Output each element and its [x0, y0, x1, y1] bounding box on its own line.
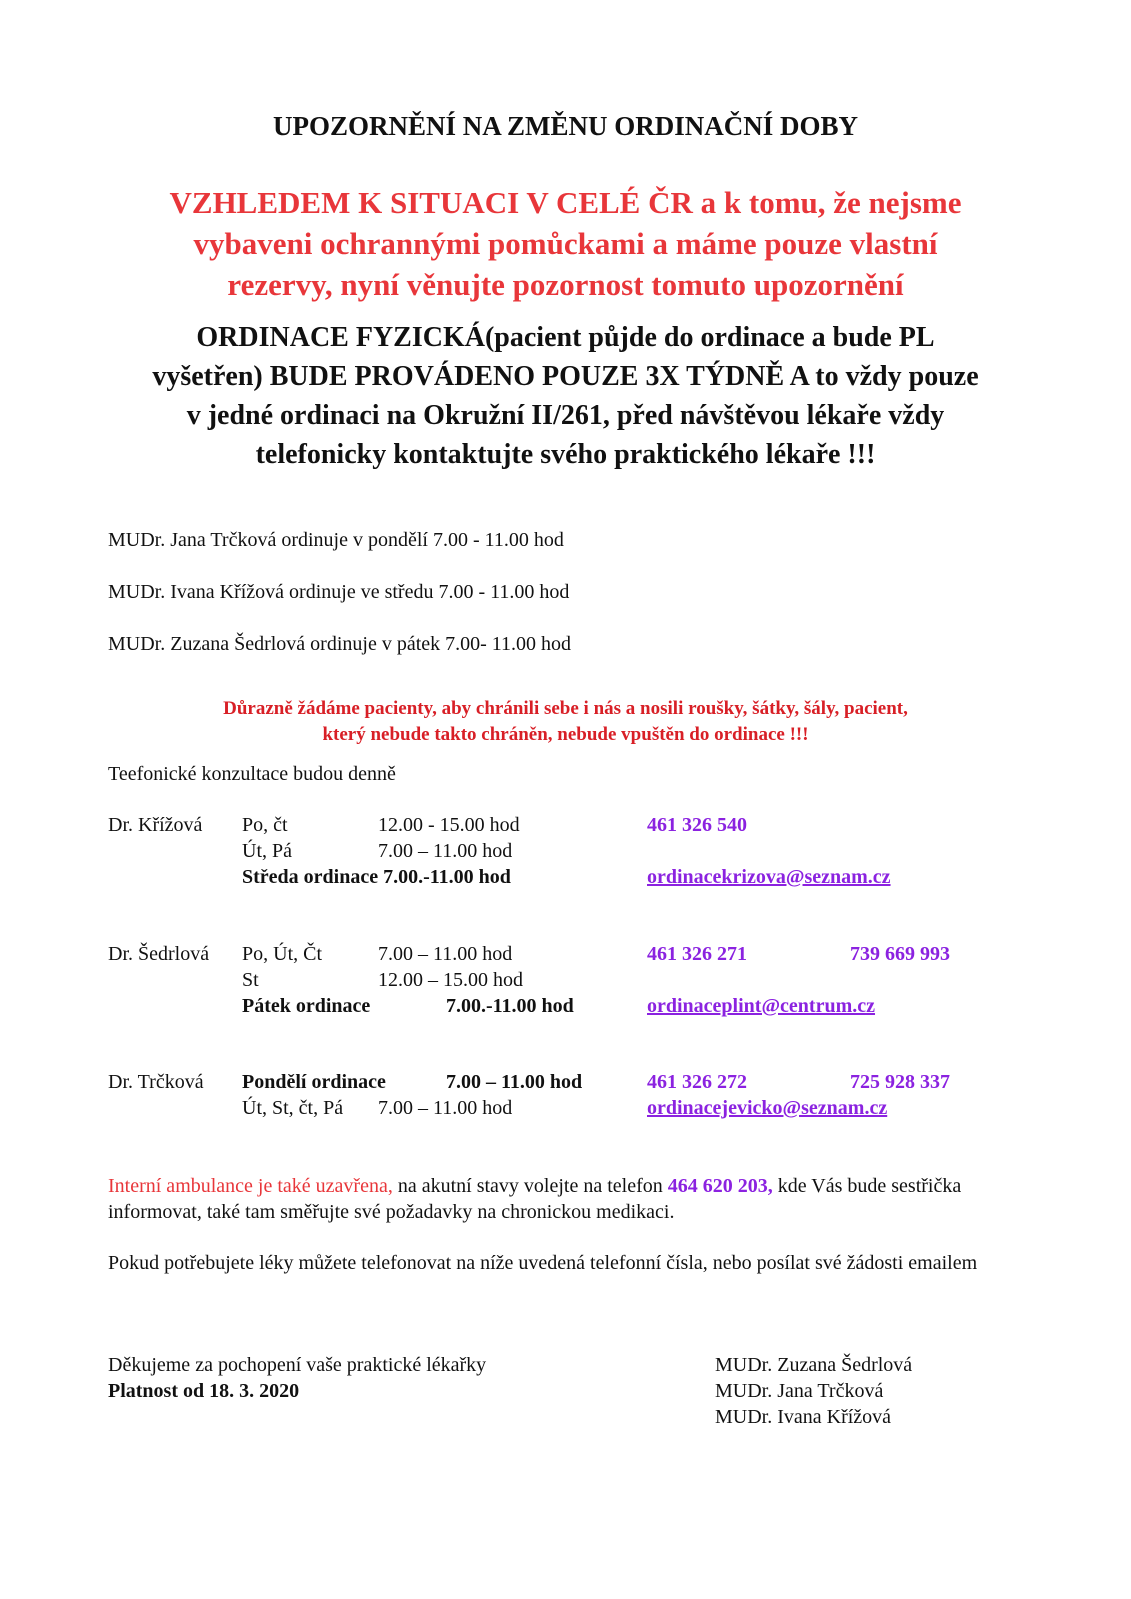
sedrlova-days-1: Po, Út, Čt — [242, 943, 323, 965]
krizova-days-1: Po, čt — [242, 814, 288, 836]
sedrlova-email-link[interactable]: ordinaceplint@centrum.cz — [647, 995, 876, 1017]
doctor-hours-trckova: MUDr. Jana Trčková ordinuje v pondělí 7.00 - 11.00 hod — [108, 529, 564, 551]
signature-sedrlova: MUDr. Zuzana Šedrlová — [715, 1354, 913, 1376]
sedrlova-office-time: 7.00.-11.00 hod — [446, 995, 574, 1017]
main-notice-line: v jedné ordinaci na Okružní II/261, před návštěvou lékaře vždy — [186, 400, 945, 431]
krizova-time-2: 7.00 – 11.00 hod — [378, 840, 513, 862]
red-notice-line: rezervy, nyní věnujte pozornost tomuto upozornění — [227, 267, 904, 302]
trckova-phone-1[interactable]: 461 326 272 — [647, 1071, 747, 1093]
red-notice-line: vybaveni ochrannými pomůckami a máme pouze vlastní — [193, 226, 938, 261]
sedrlova-office-label: Pátek ordinace — [242, 995, 371, 1017]
thanks-text: Děkujeme za pochopení vaše praktické lékařky — [108, 1354, 487, 1376]
krizova-email-link[interactable]: ordinacekrizova@seznam.cz — [647, 866, 891, 888]
internal-phone[interactable]: 464 620 203, — [667, 1175, 773, 1197]
internal-text-2: kde Vás bude sestřička informovat, také tam směřujte své požadavky na chronickou medikaci. — [108, 1175, 962, 1223]
trckova-days-2: Út, St, čt, Pá — [242, 1097, 344, 1119]
doctor-hours-krizova: MUDr. Ivana Křížová ordinuje ve středu 7.00 - 11.00 hod — [108, 581, 570, 603]
internal-ambulance-notice — [108, 1173, 1028, 1225]
main-notice-line: telefonicky kontaktujte svého praktického lékaře !!! — [255, 439, 876, 470]
internal-text-1: na akutní stavy volejte na telefon — [392, 1175, 668, 1197]
sedrlova-phone-2[interactable]: 739 669 993 — [850, 943, 950, 965]
sedrlova-phone-1[interactable]: 461 326 271 — [647, 943, 747, 965]
doctor-hours-sedrlova: MUDr. Zuzana Šedrlová ordinuje v pátek 7.00- 11.00 hod — [108, 633, 572, 655]
krizova-days-2: Út, Pá — [242, 840, 292, 862]
main-notice-line: vyšetřen) BUDE PROVÁDENO POUZE 3X TÝDNĚ A to vždy pouze — [152, 361, 979, 392]
signature-krizova: MUDr. Ivana Křížová — [715, 1406, 892, 1428]
krizova-office-day: Středa ordinace 7.00.-11.00 hod — [242, 866, 511, 888]
sedrlova-time-1: 7.00 – 11.00 hod — [378, 943, 513, 965]
sedrlova-name: Dr. Šedrlová — [108, 943, 210, 965]
main-notice-line: ORDINACE FYZICKÁ(pacient půjde do ordinace a bude PL — [196, 322, 935, 353]
consult-heading: Teefonické konzultace budou denně — [108, 763, 396, 785]
medicines-notice: Pokud potřebujete léky můžete telefonovat na níže uvedená telefonní čísla, nebo posílat své žádosti emailem — [108, 1252, 978, 1274]
signature-trckova: MUDr. Jana Trčková — [715, 1380, 884, 1402]
page-title: UPOZORNĚNÍ NA ZMĚNU ORDINAČNÍ DOBY — [272, 111, 859, 141]
trckova-office-label: Pondělí ordinace — [242, 1071, 386, 1093]
krizova-name: Dr. Křížová — [108, 814, 203, 836]
krizova-phone[interactable]: 461 326 540 — [647, 814, 747, 836]
trckova-office-time: 7.00 – 11.00 hod — [446, 1071, 583, 1093]
red-notice — [0, 182, 1131, 305]
warning-line: který nebude takto chráněn, nebude vpuštěn do ordinace !!! — [322, 724, 809, 745]
validity-date: Platnost od 18. 3. 2020 — [108, 1380, 300, 1402]
sedrlova-time-2: 12.00 – 15.00 hod — [378, 969, 523, 991]
mask-warning — [0, 696, 1131, 748]
red-notice-line: VZHLEDEM K SITUACI V CELÉ ČR a k tomu, že nejsme — [169, 185, 962, 220]
krizova-time-1: 12.00 - 15.00 hod — [378, 814, 520, 836]
internal-closed-text: Interní ambulance je také uzavřena, — [108, 1175, 393, 1197]
trckova-time-2: 7.00 – 11.00 hod — [378, 1097, 513, 1119]
sedrlova-days-2: St — [242, 969, 259, 991]
trckova-phone-2[interactable]: 725 928 337 — [850, 1071, 950, 1093]
trckova-email-link[interactable]: ordinacejevicko@seznam.cz — [647, 1097, 888, 1119]
trckova-name: Dr. Trčková — [108, 1071, 204, 1093]
main-notice — [0, 318, 1131, 474]
warning-line: Důrazně žádáme pacienty, aby chránili sebe i nás a nosili roušky, šátky, šály, pacient, — [223, 698, 908, 719]
